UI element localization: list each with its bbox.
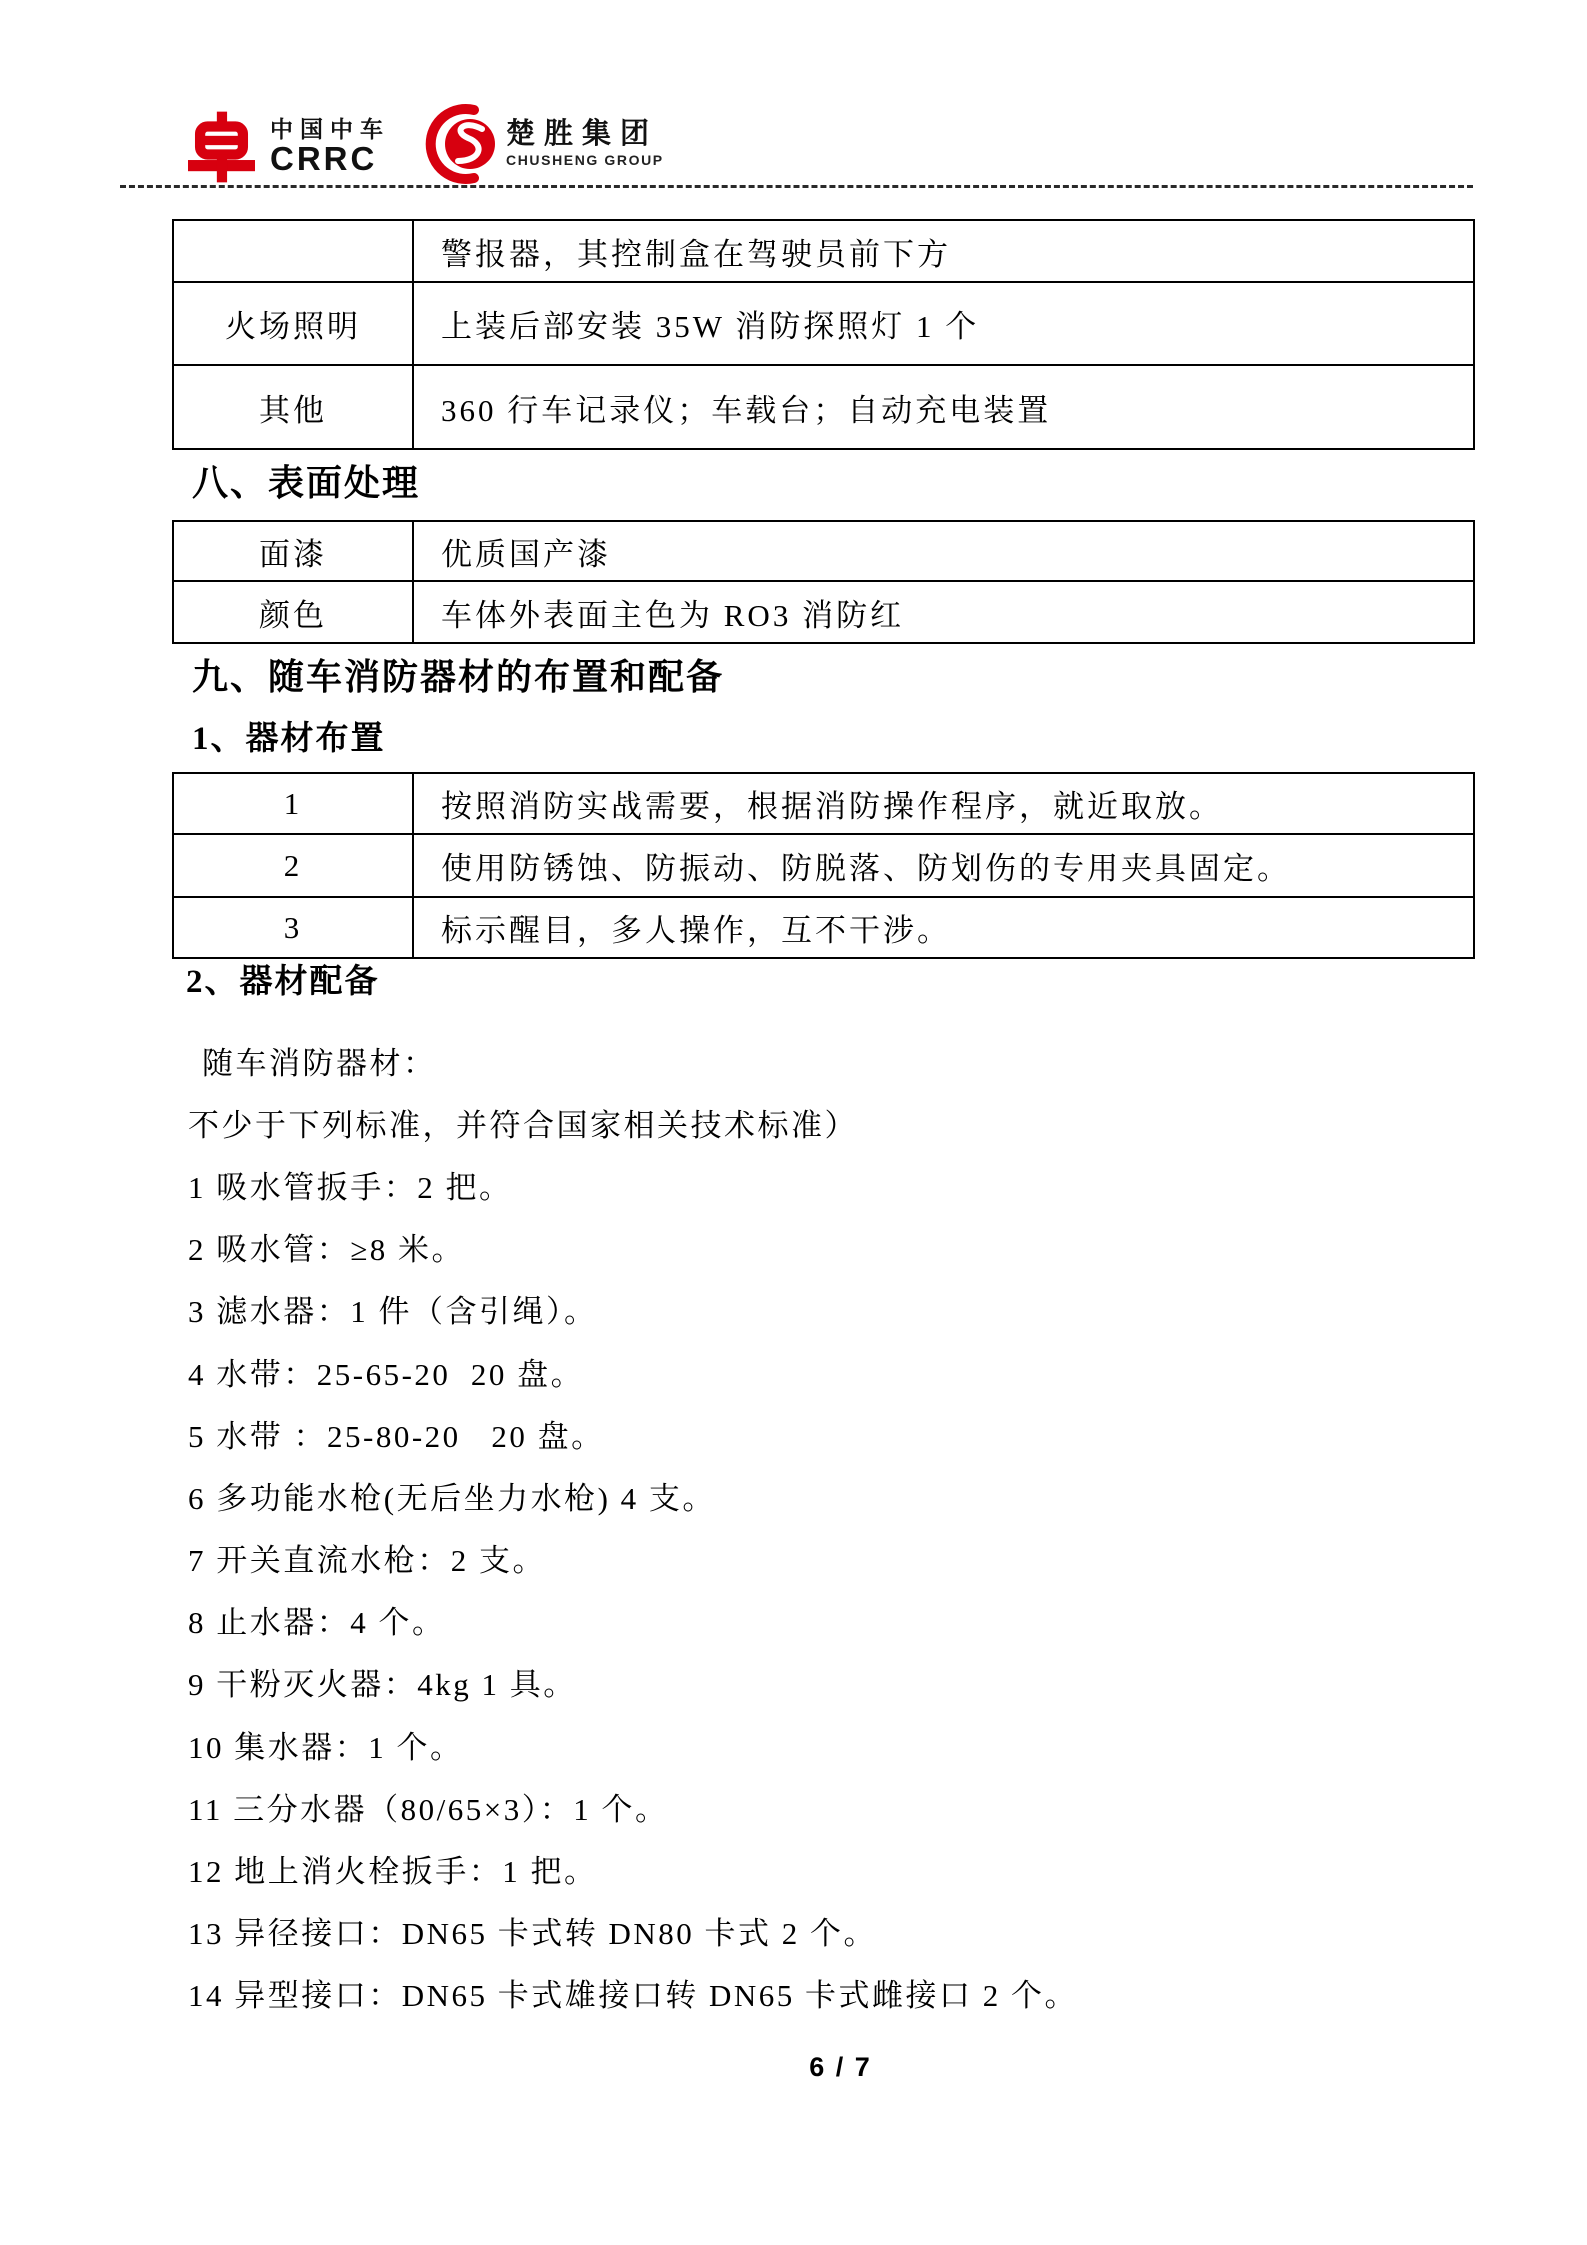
list-item: 不少于下列标准，并符合国家相关技术标准） xyxy=(188,1107,858,1143)
table-value-cell: 标示醒目，多人操作，互不干涉。 xyxy=(413,897,1474,958)
crrc-wordmark xyxy=(270,116,390,176)
list-item: 2 吸水管：≥8 米。 xyxy=(188,1232,466,1268)
table-value-cell: 上装后部安装 35W 消防探照灯 1 个 xyxy=(413,282,1474,365)
list-item: 13 异径接口：DN65 卡式转 DN80 卡式 2 个。 xyxy=(188,1916,878,1952)
crrc-logo-icon xyxy=(188,111,255,183)
section-title-surface-treatment: 八、表面处理 xyxy=(192,463,421,503)
page-number: 6 / 7 xyxy=(809,2052,872,2082)
gear-layout-table xyxy=(172,772,1475,959)
table-label-cell: 其他 xyxy=(173,365,413,449)
surface-treatment-table xyxy=(172,520,1475,644)
list-item: 4 水带：25-65-20 20 盘。 xyxy=(188,1356,585,1392)
equipment-table xyxy=(172,219,1475,450)
table-label-cell: 1 xyxy=(173,773,413,834)
table-label-cell: 2 xyxy=(173,834,413,897)
subsection-title-gear-equip: 2、器材配备 xyxy=(186,964,380,1000)
table-label-cell: 颜色 xyxy=(173,581,413,643)
crrc-en-label: CRRC xyxy=(270,140,378,177)
table-label-cell xyxy=(173,220,413,282)
list-item: 6 多功能水枪(无后坐力水枪) 4 支。 xyxy=(188,1480,716,1516)
table-value-cell: 优质国产漆 xyxy=(413,521,1474,581)
list-item: 5 水带 ：25-80-20 20 盘。 xyxy=(188,1418,605,1454)
section-title-onboard-gear: 九、随车消防器材的布置和配备 xyxy=(192,657,725,697)
header-divider-dotted-line xyxy=(120,185,1473,188)
subsection-title-gear-layout: 1、器材布置 xyxy=(192,721,386,757)
table-value-cell: 车体外表面主色为 RO3 消防红 xyxy=(413,581,1474,643)
list-item: 10 集水器：1 个。 xyxy=(188,1729,464,1765)
list-item: 8 止水器：4 个。 xyxy=(188,1605,446,1641)
list-item: 12 地上消火栓扳手：1 把。 xyxy=(188,1854,598,1890)
chusheng-logo-icon xyxy=(420,103,500,185)
chusheng-wordmark xyxy=(506,118,664,169)
table-label-cell: 3 xyxy=(173,897,413,958)
table-value-cell: 360 行车记录仪；车载台；自动充电装置 xyxy=(413,365,1474,449)
list-item: 随车消防器材： xyxy=(202,1045,437,1081)
table-value-cell: 使用防锈蚀、防振动、防脱落、防划伤的专用夹具固定。 xyxy=(413,834,1474,897)
table-value-cell: 警报器，其控制盒在驾驶员前下方 xyxy=(413,220,1474,282)
list-item: 1 吸水管扳手：2 把。 xyxy=(188,1169,513,1205)
list-item: 7 开关直流水枪：2 支。 xyxy=(188,1543,546,1579)
list-item: 3 滤水器：1 件（含引绳）。 xyxy=(188,1294,598,1330)
table-label-cell: 面漆 xyxy=(173,521,413,581)
table-value-cell: 按照消防实战需要，根据消防操作程序，就近取放。 xyxy=(413,773,1474,834)
list-item: 11 三分水器（80/65×3）：1 个。 xyxy=(188,1791,669,1827)
list-item: 9 干粉灭火器：4kg 1 具。 xyxy=(188,1667,577,1703)
list-item: 14 异型接口：DN65 卡式雄接口转 DN65 卡式雌接口 2 个。 xyxy=(188,1978,1079,2014)
equipment-list xyxy=(188,1029,1508,2024)
chusheng-cn-label: 楚胜集团 xyxy=(506,118,659,150)
crrc-cn-label: 中国中车 xyxy=(270,116,390,142)
table-label-cell: 火场照明 xyxy=(173,282,413,365)
chusheng-en-label: CHUSHENG GROUP xyxy=(506,152,664,168)
